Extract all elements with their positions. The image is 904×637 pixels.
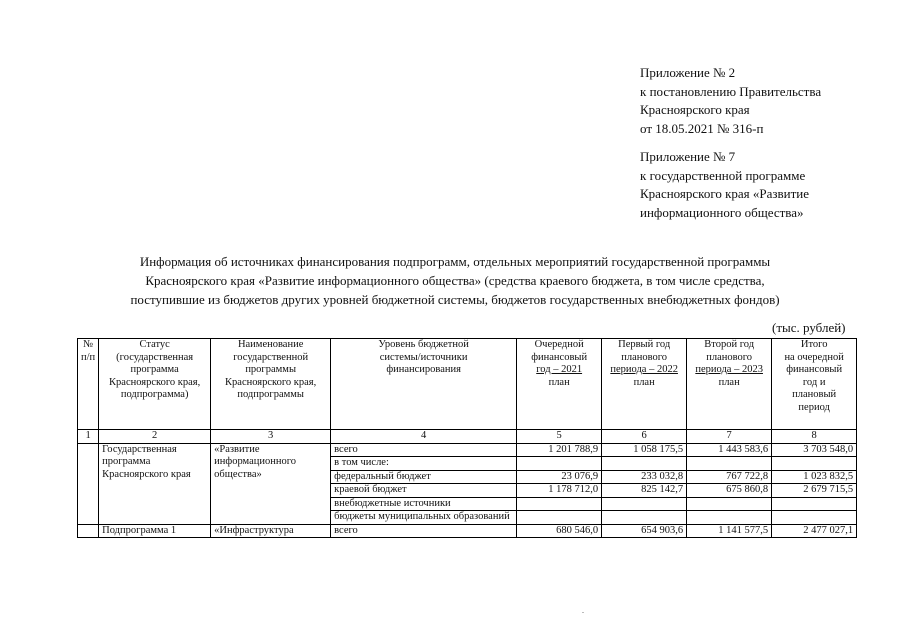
header-status: Статус (государственная программа Красноярского края, подпрограмма) xyxy=(99,339,211,430)
y1-cell: 1 201 788,9 xyxy=(517,443,602,457)
annex-1-line: к постановлению Правительства xyxy=(640,83,822,99)
annex-1-line: от 18.05.2021 № 316-п xyxy=(640,120,764,136)
total-cell: 2 679 715,5 xyxy=(772,484,857,498)
y1-cell xyxy=(517,497,602,511)
col-number: 6 xyxy=(602,430,687,444)
total-cell: 1 023 832,5 xyxy=(772,470,857,484)
y2-cell: 233 032,8 xyxy=(602,470,687,484)
annex-1-line: Красноярского края xyxy=(640,102,750,117)
y3-cell xyxy=(687,457,772,471)
column-numbers-row xyxy=(78,430,857,444)
level-cell: краевой бюджет xyxy=(331,484,517,498)
financing-table xyxy=(77,338,857,538)
title-line: Информация об источниках финансирования подпрограмм, отдельных мероприятий государственной программы xyxy=(139,254,771,269)
annex-1-line: Приложение № 2 xyxy=(640,65,736,80)
col-number: 1 xyxy=(78,430,99,444)
y3-cell xyxy=(687,511,772,525)
total-cell: 3 703 548,0 xyxy=(772,443,857,457)
y1-cell: 23 076,9 xyxy=(517,470,602,484)
document-title xyxy=(60,252,850,309)
total-cell: 2 477 027,1 xyxy=(772,524,857,538)
y1-cell xyxy=(517,511,602,525)
col-number: 2 xyxy=(99,430,211,444)
table-row xyxy=(78,524,857,538)
level-cell: всего xyxy=(331,524,517,538)
title-line: поступившие из бюджетов других уровней бюджетной системы, бюджетов государственных внебюджетных фондов) xyxy=(130,292,780,307)
y3-cell xyxy=(687,497,772,511)
y2-cell xyxy=(602,511,687,525)
total-cell xyxy=(772,497,857,511)
level-cell: федеральный бюджет xyxy=(331,470,517,484)
table-row xyxy=(78,443,857,457)
y3-cell: 1 443 583,6 xyxy=(687,443,772,457)
col-number: 4 xyxy=(331,430,517,444)
y1-cell: 1 178 712,0 xyxy=(517,484,602,498)
header-year-3: Второй год планового периода – 2023 план xyxy=(687,339,772,430)
col-number: 7 xyxy=(687,430,772,444)
y2-cell: 1 058 175,5 xyxy=(602,443,687,457)
header-year-2: Первый год планового периода – 2022 план xyxy=(602,339,687,430)
header-level: Уровень бюджетной системы/источники финансирования xyxy=(331,339,517,430)
header-num: № п/п xyxy=(78,339,99,430)
header-name: Наименование государственной программы Красноярского края, подпрограммы xyxy=(211,339,331,430)
y2-cell: 825 142,7 xyxy=(602,484,687,498)
subprogram-name-cell: «Инфраструктура xyxy=(211,524,331,538)
level-cell: внебюджетные источники xyxy=(331,497,517,511)
total-cell xyxy=(772,511,857,525)
units-label: (тыс. рублей) xyxy=(772,320,846,335)
col-number: 5 xyxy=(517,430,602,444)
annex-1-block xyxy=(640,64,821,138)
annex-2-line: к государственной программе xyxy=(640,167,806,183)
row-num-cell xyxy=(78,524,99,538)
program-name-cell: «Развитие информационного общества» xyxy=(211,443,331,524)
y2-cell: 654 903,6 xyxy=(602,524,687,538)
level-cell: всего xyxy=(331,443,517,457)
title-line: Красноярского края «Развитие информационного общества» (средства краевого бюджета, в том числе средства, xyxy=(145,273,765,288)
total-cell xyxy=(772,457,857,471)
program-status-cell: Государственная программа Красноярского края xyxy=(99,443,211,524)
col-number: 8 xyxy=(772,430,857,444)
y2-cell xyxy=(602,497,687,511)
level-cell: бюджеты муниципальных образований xyxy=(331,511,517,525)
annex-2-line: информационного общества» xyxy=(640,204,804,220)
level-cell: в том числе: xyxy=(331,457,517,471)
y2-cell xyxy=(602,457,687,471)
subprogram-status-cell: Подпрограмма 1 xyxy=(99,524,211,538)
row-num-cell xyxy=(78,443,99,524)
y1-cell: 680 546,0 xyxy=(517,524,602,538)
scan-speck xyxy=(582,612,584,613)
annex-2-line: Красноярского края «Развитие xyxy=(640,186,810,201)
annex-2-line: Приложение № 7 xyxy=(640,149,736,164)
y3-cell: 767 722,8 xyxy=(687,470,772,484)
header-total: Итого на очередной финансовый год и плановый период xyxy=(772,339,857,430)
annex-2-block xyxy=(640,148,809,222)
header-row xyxy=(78,339,857,430)
header-year-1: Очередной финансовый год – 2021 план xyxy=(517,339,602,430)
y1-cell xyxy=(517,457,602,471)
col-number: 3 xyxy=(211,430,331,444)
y3-cell: 1 141 577,5 xyxy=(687,524,772,538)
y3-cell: 675 860,8 xyxy=(687,484,772,498)
